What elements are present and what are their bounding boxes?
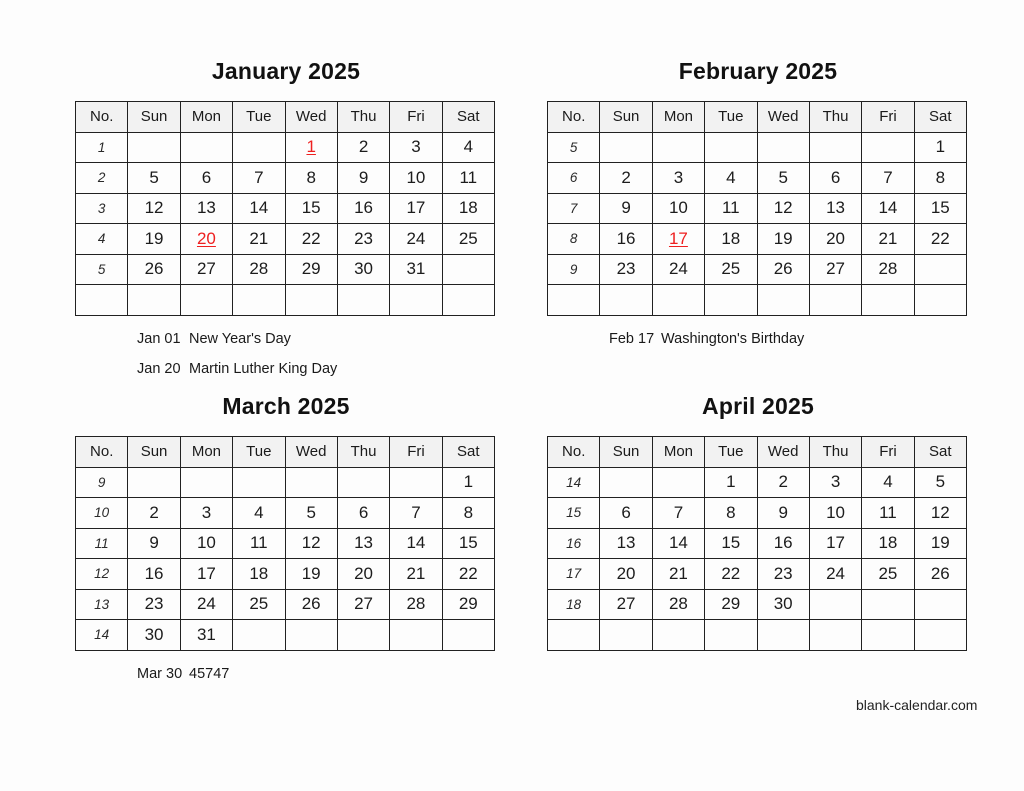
day-cell: 2 (128, 498, 180, 529)
day-cell: 10 (180, 528, 232, 559)
empty-day-cell (390, 467, 442, 498)
day-cell: 5 (128, 163, 180, 194)
week-number: 10 (76, 498, 128, 529)
day-cell: 8 (914, 163, 966, 194)
day-cell: 17 (390, 193, 442, 224)
week-row (76, 498, 495, 529)
day-cell: 15 (285, 193, 337, 224)
day-cell: 16 (757, 528, 809, 559)
holiday-note-label: 45747 (189, 665, 230, 682)
weekday-header-row (76, 437, 495, 468)
week-number: 9 (76, 467, 128, 498)
empty-day-cell (337, 620, 389, 651)
day-cell: 8 (285, 163, 337, 194)
day-cell: 25 (233, 589, 285, 620)
day-cell: 18 (442, 193, 494, 224)
day-cell: 19 (914, 528, 966, 559)
empty-day-cell (128, 285, 180, 316)
week-row (548, 285, 967, 316)
day-header-sat: Sat (914, 437, 966, 468)
day-header-sat: Sat (442, 102, 494, 133)
day-cell: 15 (914, 193, 966, 224)
day-header-wed: Wed (285, 102, 337, 133)
empty-day-cell (705, 620, 757, 651)
empty-day-cell (233, 285, 285, 316)
day-cell: 14 (652, 528, 704, 559)
empty-day-cell (914, 620, 966, 651)
week-number: 11 (76, 528, 128, 559)
day-cell: 29 (442, 589, 494, 620)
day-cell: 4 (442, 132, 494, 163)
empty-day-cell (442, 285, 494, 316)
day-cell: 18 (862, 528, 914, 559)
day-cell: 26 (285, 589, 337, 620)
day-cell: 17 (809, 528, 861, 559)
day-cell: 1 (705, 467, 757, 498)
day-cell: 18 (233, 559, 285, 590)
day-cell: 14 (390, 528, 442, 559)
day-cell: 12 (128, 193, 180, 224)
day-cell: 23 (757, 559, 809, 590)
empty-day-cell (652, 467, 704, 498)
day-cell: 4 (233, 498, 285, 529)
day-cell: 2 (757, 467, 809, 498)
week-no-header: No. (76, 102, 128, 133)
day-cell: 13 (180, 193, 232, 224)
day-cell: 12 (914, 498, 966, 529)
day-header-sun: Sun (600, 437, 652, 468)
day-cell: 31 (180, 620, 232, 651)
empty-day-cell (337, 467, 389, 498)
holiday-notes (137, 324, 497, 384)
day-cell: 26 (757, 254, 809, 285)
day-cell: 11 (705, 193, 757, 224)
day-cell: 5 (757, 163, 809, 194)
holiday-note-label: Martin Luther King Day (189, 360, 338, 377)
empty-day-cell (914, 254, 966, 285)
day-cell: 24 (390, 224, 442, 255)
week-row (548, 559, 967, 590)
week-row (76, 559, 495, 590)
day-header-sat: Sat (914, 102, 966, 133)
week-row (76, 467, 495, 498)
day-cell: 14 (862, 193, 914, 224)
empty-day-cell (337, 285, 389, 316)
empty-day-cell (809, 132, 861, 163)
day-cell: 12 (757, 193, 809, 224)
month-block-january (75, 58, 497, 384)
day-cell: 23 (128, 589, 180, 620)
day-cell: 8 (705, 498, 757, 529)
week-number: 17 (548, 559, 600, 590)
empty-day-cell (862, 132, 914, 163)
week-number (548, 620, 600, 651)
day-header-mon: Mon (180, 102, 232, 133)
month-block-april (547, 393, 969, 659)
day-cell: 13 (809, 193, 861, 224)
day-cell: 29 (285, 254, 337, 285)
day-cell: 11 (862, 498, 914, 529)
week-number: 14 (76, 620, 128, 651)
week-row (76, 589, 495, 620)
day-cell: 5 (285, 498, 337, 529)
weekday-header-row (76, 102, 495, 133)
empty-day-cell (862, 589, 914, 620)
day-cell: 18 (705, 224, 757, 255)
day-cell: 1 (285, 132, 337, 163)
day-cell: 26 (914, 559, 966, 590)
day-cell: 24 (652, 254, 704, 285)
empty-day-cell (233, 620, 285, 651)
week-row (548, 528, 967, 559)
empty-day-cell (442, 254, 494, 285)
day-cell: 4 (705, 163, 757, 194)
month-calendar-table (75, 436, 495, 651)
empty-day-cell (285, 467, 337, 498)
week-row (548, 589, 967, 620)
day-header-thu: Thu (809, 102, 861, 133)
week-number: 5 (76, 254, 128, 285)
week-row (76, 132, 495, 163)
day-cell: 20 (809, 224, 861, 255)
day-cell: 27 (809, 254, 861, 285)
week-number: 18 (548, 589, 600, 620)
day-cell: 28 (233, 254, 285, 285)
empty-day-cell (705, 285, 757, 316)
empty-day-cell (862, 620, 914, 651)
week-number: 14 (548, 467, 600, 498)
day-cell: 23 (600, 254, 652, 285)
day-cell: 28 (390, 589, 442, 620)
week-number: 3 (76, 193, 128, 224)
week-row (548, 224, 967, 255)
holiday-notes (609, 324, 969, 354)
week-number: 9 (548, 254, 600, 285)
empty-day-cell (600, 285, 652, 316)
day-cell: 10 (809, 498, 861, 529)
site-watermark: blank-calendar.com (856, 697, 978, 713)
empty-day-cell (600, 132, 652, 163)
week-number (548, 285, 600, 316)
empty-day-cell (705, 132, 757, 163)
day-cell: 19 (128, 224, 180, 255)
day-header-mon: Mon (652, 437, 704, 468)
empty-day-cell (652, 285, 704, 316)
day-header-tue: Tue (233, 437, 285, 468)
day-header-tue: Tue (705, 102, 757, 133)
day-cell: 22 (705, 559, 757, 590)
month-block-february (547, 58, 969, 354)
week-row (76, 193, 495, 224)
holiday-note-date: Jan 01 (137, 330, 181, 347)
day-header-fri: Fri (390, 437, 442, 468)
day-header-sat: Sat (442, 437, 494, 468)
day-cell: 21 (862, 224, 914, 255)
day-cell: 30 (757, 589, 809, 620)
empty-day-cell (809, 285, 861, 316)
day-cell: 31 (390, 254, 442, 285)
week-no-header: No. (548, 437, 600, 468)
day-cell: 20 (337, 559, 389, 590)
week-row (76, 285, 495, 316)
empty-day-cell (390, 620, 442, 651)
week-number: 6 (548, 163, 600, 194)
empty-day-cell (285, 620, 337, 651)
week-row (76, 620, 495, 651)
day-cell: 3 (809, 467, 861, 498)
day-cell: 12 (285, 528, 337, 559)
day-cell: 17 (180, 559, 232, 590)
day-cell: 13 (337, 528, 389, 559)
month-calendar-table (547, 436, 967, 651)
week-number (76, 285, 128, 316)
week-row (548, 498, 967, 529)
month-block-march (75, 393, 497, 689)
empty-day-cell (285, 285, 337, 316)
day-header-tue: Tue (233, 102, 285, 133)
day-cell: 25 (862, 559, 914, 590)
month-title: April 2025 (702, 393, 814, 419)
empty-day-cell (600, 467, 652, 498)
day-cell: 9 (128, 528, 180, 559)
day-cell: 22 (285, 224, 337, 255)
day-header-thu: Thu (809, 437, 861, 468)
day-cell: 20 (600, 559, 652, 590)
day-cell: 27 (337, 589, 389, 620)
week-number: 12 (76, 559, 128, 590)
day-header-fri: Fri (390, 102, 442, 133)
empty-day-cell (180, 285, 232, 316)
day-cell: 28 (862, 254, 914, 285)
week-number: 4 (76, 224, 128, 255)
day-header-sun: Sun (128, 437, 180, 468)
day-cell: 9 (757, 498, 809, 529)
week-number: 16 (548, 528, 600, 559)
day-cell: 16 (600, 224, 652, 255)
day-cell: 7 (862, 163, 914, 194)
empty-day-cell (652, 132, 704, 163)
day-cell: 6 (600, 498, 652, 529)
week-no-header: No. (76, 437, 128, 468)
empty-day-cell (757, 285, 809, 316)
month-calendar-table (547, 101, 967, 316)
holiday-note-date: Jan 20 (137, 360, 181, 377)
day-cell: 1 (442, 467, 494, 498)
holiday-notes (137, 659, 497, 689)
day-cell: 28 (652, 589, 704, 620)
day-cell: 6 (180, 163, 232, 194)
week-number: 7 (548, 193, 600, 224)
week-row (548, 193, 967, 224)
day-header-wed: Wed (757, 102, 809, 133)
weekday-header-row (548, 102, 967, 133)
holiday-note (609, 324, 969, 354)
day-cell: 21 (233, 224, 285, 255)
week-number: 15 (548, 498, 600, 529)
week-row (548, 163, 967, 194)
empty-day-cell (757, 132, 809, 163)
holiday-note (137, 324, 497, 354)
empty-day-cell (442, 620, 494, 651)
day-cell: 29 (705, 589, 757, 620)
empty-day-cell (757, 620, 809, 651)
day-cell: 20 (180, 224, 232, 255)
day-cell: 16 (337, 193, 389, 224)
week-row (548, 620, 967, 651)
week-row (548, 467, 967, 498)
week-row (76, 528, 495, 559)
empty-day-cell (233, 132, 285, 163)
day-cell: 17 (652, 224, 704, 255)
holiday-note-label: New Year's Day (189, 330, 291, 347)
day-cell: 11 (233, 528, 285, 559)
week-number: 5 (548, 132, 600, 163)
week-row (76, 224, 495, 255)
empty-day-cell (390, 285, 442, 316)
month-title: March 2025 (222, 393, 350, 419)
day-cell: 24 (180, 589, 232, 620)
day-cell: 21 (652, 559, 704, 590)
day-cell: 25 (442, 224, 494, 255)
week-number: 13 (76, 589, 128, 620)
week-row (76, 254, 495, 285)
empty-day-cell (180, 467, 232, 498)
day-cell: 11 (442, 163, 494, 194)
day-cell: 7 (652, 498, 704, 529)
day-header-sun: Sun (600, 102, 652, 133)
week-row (548, 254, 967, 285)
day-cell: 8 (442, 498, 494, 529)
day-header-wed: Wed (757, 437, 809, 468)
empty-day-cell (128, 132, 180, 163)
empty-day-cell (862, 285, 914, 316)
day-cell: 30 (337, 254, 389, 285)
holiday-note (137, 659, 497, 689)
day-cell: 6 (337, 498, 389, 529)
day-cell: 7 (390, 498, 442, 529)
month-calendar-table (75, 101, 495, 316)
empty-day-cell (128, 467, 180, 498)
day-cell: 21 (390, 559, 442, 590)
empty-day-cell (914, 285, 966, 316)
day-cell: 4 (862, 467, 914, 498)
day-cell: 3 (652, 163, 704, 194)
day-cell: 2 (337, 132, 389, 163)
day-cell: 19 (285, 559, 337, 590)
day-header-wed: Wed (285, 437, 337, 468)
month-title: February 2025 (678, 58, 838, 84)
week-number: 1 (76, 132, 128, 163)
empty-day-cell (809, 589, 861, 620)
week-number: 8 (548, 224, 600, 255)
month-title: January 2025 (211, 58, 361, 84)
day-cell: 19 (757, 224, 809, 255)
day-cell: 16 (128, 559, 180, 590)
day-cell: 13 (600, 528, 652, 559)
day-cell: 1 (914, 132, 966, 163)
day-header-mon: Mon (180, 437, 232, 468)
day-cell: 22 (914, 224, 966, 255)
day-cell: 27 (180, 254, 232, 285)
day-header-thu: Thu (337, 437, 389, 468)
day-cell: 24 (809, 559, 861, 590)
week-no-header: No. (548, 102, 600, 133)
holiday-note-date: Mar 30 (137, 665, 183, 682)
day-cell: 9 (337, 163, 389, 194)
day-cell: 9 (600, 193, 652, 224)
day-cell: 15 (442, 528, 494, 559)
day-cell: 10 (390, 163, 442, 194)
day-cell: 3 (390, 132, 442, 163)
day-header-sun: Sun (128, 102, 180, 133)
day-header-fri: Fri (862, 437, 914, 468)
day-header-tue: Tue (705, 437, 757, 468)
empty-day-cell (600, 620, 652, 651)
week-number: 2 (76, 163, 128, 194)
day-cell: 5 (914, 467, 966, 498)
empty-day-cell (180, 132, 232, 163)
day-cell: 23 (337, 224, 389, 255)
empty-day-cell (914, 589, 966, 620)
empty-day-cell (652, 620, 704, 651)
holiday-note-label: Washington's Birthday (661, 330, 805, 347)
day-cell: 3 (180, 498, 232, 529)
day-cell: 7 (233, 163, 285, 194)
day-cell: 14 (233, 193, 285, 224)
holiday-note (137, 354, 497, 384)
day-cell: 30 (128, 620, 180, 651)
holiday-note-date: Feb 17 (609, 330, 655, 347)
weekday-header-row (548, 437, 967, 468)
day-cell: 26 (128, 254, 180, 285)
week-row (76, 163, 495, 194)
day-cell: 22 (442, 559, 494, 590)
empty-day-cell (233, 467, 285, 498)
day-header-mon: Mon (652, 102, 704, 133)
day-header-thu: Thu (337, 102, 389, 133)
day-cell: 15 (705, 528, 757, 559)
day-cell: 6 (809, 163, 861, 194)
week-row (548, 132, 967, 163)
empty-day-cell (809, 620, 861, 651)
day-cell: 10 (652, 193, 704, 224)
day-cell: 27 (600, 589, 652, 620)
day-header-fri: Fri (862, 102, 914, 133)
day-cell: 25 (705, 254, 757, 285)
day-cell: 2 (600, 163, 652, 194)
